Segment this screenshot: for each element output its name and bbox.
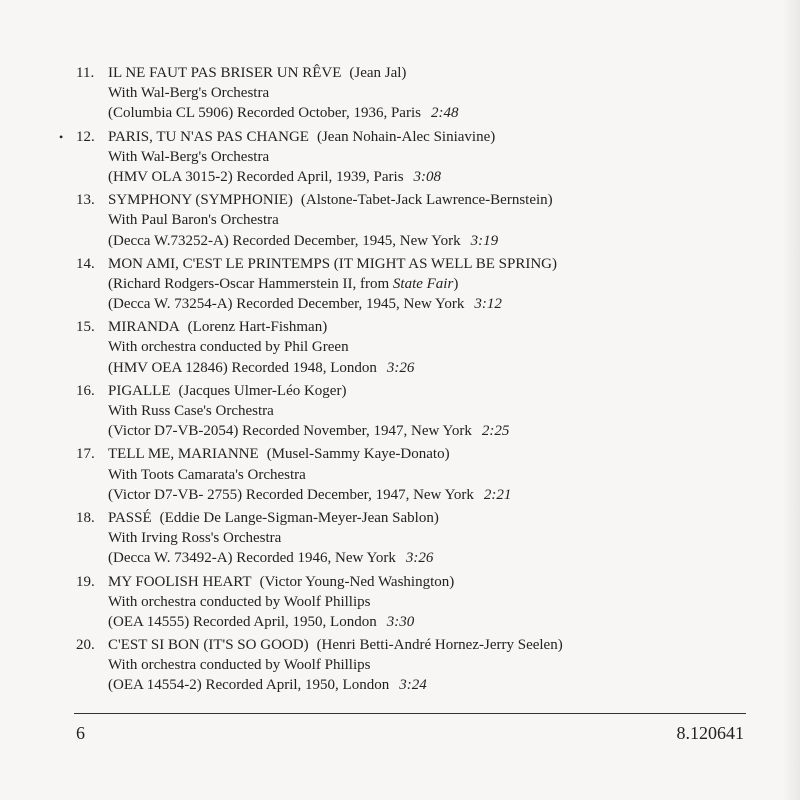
track-recording-line [76, 612, 766, 632]
track-performer: With Russ Case's Orchestra [108, 403, 274, 419]
track-title-line [76, 444, 766, 464]
track-recording: (HMV OEA 12846) Recorded 1948, London [108, 359, 377, 376]
track-recording-line [76, 485, 766, 505]
track-recording-line [76, 231, 766, 251]
track-credits: (Lorenz Hart-Fishman) [187, 319, 328, 336]
track-duration: 3:19 [470, 232, 499, 249]
track-title: PARIS, TU N'AS PAS CHANGE [108, 128, 309, 145]
track-recording: (OEA 14555) Recorded April, 1950, London [108, 613, 377, 630]
track-number: 17. [76, 446, 95, 463]
track-recording-line [76, 675, 766, 695]
track-title: MON AMI, C'EST LE PRINTEMPS (IT MIGHT AS WELL BE SPRING) [108, 255, 557, 272]
track-credits-show: State Fair [392, 275, 454, 292]
track-recording: (Decca W.73252-A) Recorded December, 1945, New York [108, 232, 461, 249]
track-recording: (Decca W. 73254-A) Recorded December, 1945, New York [108, 296, 465, 313]
track-title-line [76, 317, 766, 337]
track-title: MIRANDA [108, 319, 180, 336]
track-number: 16. [76, 382, 95, 399]
track-recording-line [76, 548, 766, 568]
page-number: 6 [76, 723, 85, 743]
track-performer: With Wal-Berg's Orchestra [108, 85, 270, 102]
track-title: PIGALLE [108, 382, 171, 399]
track-number: 13. [76, 192, 95, 209]
track-credits-line [76, 274, 766, 294]
track-title-line [76, 508, 766, 528]
track-duration: 3:26 [405, 550, 434, 567]
track-title: SYMPHONY (SYMPHONIE) [108, 192, 293, 209]
page-edge-shadow [782, 0, 800, 800]
track-performer: With orchestra conducted by Woolf Phillips [108, 657, 371, 674]
track-number: 20. [76, 637, 95, 654]
track-credits: (Eddie De Lange-Sigman-Meyer-Jean Sablon) [159, 509, 439, 526]
track-18 [76, 508, 766, 569]
track-title-line [76, 572, 766, 592]
track-16 [76, 381, 766, 442]
track-number: 11. [76, 65, 95, 81]
track-recording-line [76, 358, 766, 378]
track-performer: With Toots Camarata's Orchestra [108, 466, 306, 483]
track-title-line [76, 190, 766, 210]
track-duration: 3:30 [386, 613, 415, 630]
track-credits: (Musel-Sammy Kaye-Donato) [266, 446, 450, 463]
track-list [59, 63, 766, 699]
track-recording-line [76, 167, 766, 187]
track-marker: • [59, 129, 64, 144]
track-duration: 3:24 [399, 677, 427, 694]
track-duration: 2:21 [483, 486, 512, 503]
track-title: TELL ME, MARIANNE [108, 446, 259, 463]
track-recording-line [76, 294, 766, 314]
footer-rule [74, 713, 746, 714]
track-credits: (Jean Jal) [349, 65, 407, 81]
track-recording: (Columbia CL 5906) Recorded October, 1936, Paris [108, 105, 421, 122]
track-title-line [76, 127, 766, 147]
track-duration: 3:08 [413, 168, 442, 185]
track-performer: With Irving Ross's Orchestra [108, 530, 282, 547]
track-title: C'EST SI BON (IT'S SO GOOD) [108, 637, 309, 654]
track-performer: With Paul Baron's Orchestra [108, 212, 279, 229]
track-recording: (Victor D7-VB-2054) Recorded November, 1947, New York [108, 423, 472, 440]
catalog-number: 8.120641 [676, 723, 744, 743]
track-number: 18. [76, 509, 95, 526]
track-duration: 2:48 [430, 105, 459, 122]
track-title-line [76, 635, 766, 655]
track-performer: With orchestra conducted by Phil Green [108, 339, 349, 356]
track-credits: (Alstone-Tabet-Jack Lawrence-Bernstein) [300, 192, 553, 209]
track-credits: (Richard Rodgers-Oscar Hammerstein II, from [108, 275, 393, 292]
track-17 [76, 444, 766, 505]
track-12 [59, 127, 766, 188]
track-title: PASSÉ [108, 509, 152, 526]
track-recording: (HMV OLA 3015-2) Recorded April, 1939, Paris [108, 168, 404, 185]
track-recording-line [76, 103, 766, 123]
track-performer: With orchestra conducted by Woolf Phillips [108, 593, 371, 610]
track-title: MY FOOLISH HEART [108, 573, 252, 590]
track-recording-line [76, 421, 766, 441]
track-number: 12. [76, 128, 95, 145]
track-title: IL NE FAUT PAS BRISER UN RÊVE [108, 65, 342, 81]
track-19 [76, 572, 766, 633]
track-13 [76, 190, 766, 251]
track-recording: (Victor D7-VB- 2755) Recorded December, 1947, New York [108, 486, 474, 503]
track-duration: 3:12 [474, 296, 502, 313]
track-title-line [76, 63, 766, 83]
track-recording: (Decca W. 73492-A) Recorded 1946, New York [108, 550, 396, 567]
track-number: 19. [76, 573, 95, 590]
track-credits-close: ) [453, 275, 459, 292]
track-duration: 2:25 [481, 423, 510, 440]
track-number: 14. [76, 255, 95, 272]
track-credits: (Victor Young-Ned Washington) [259, 573, 455, 590]
track-20 [76, 635, 766, 696]
track-credits: (Henri Betti-André Hornez-Jerry Seelen) [316, 637, 563, 654]
track-credits: (Jean Nohain-Alec Siniavine) [316, 128, 496, 145]
track-14 [76, 254, 766, 315]
track-title-line [76, 381, 766, 401]
track-title-line [76, 254, 766, 274]
track-11 [76, 63, 766, 124]
track-performer: With Wal-Berg's Orchestra [108, 148, 270, 165]
track-number: 15. [76, 319, 95, 336]
track-credits: (Jacques Ulmer-Léo Koger) [178, 382, 347, 399]
track-recording: (OEA 14554-2) Recorded April, 1950, London [108, 677, 390, 694]
track-duration: 3:26 [386, 359, 415, 376]
track-15 [76, 317, 766, 378]
